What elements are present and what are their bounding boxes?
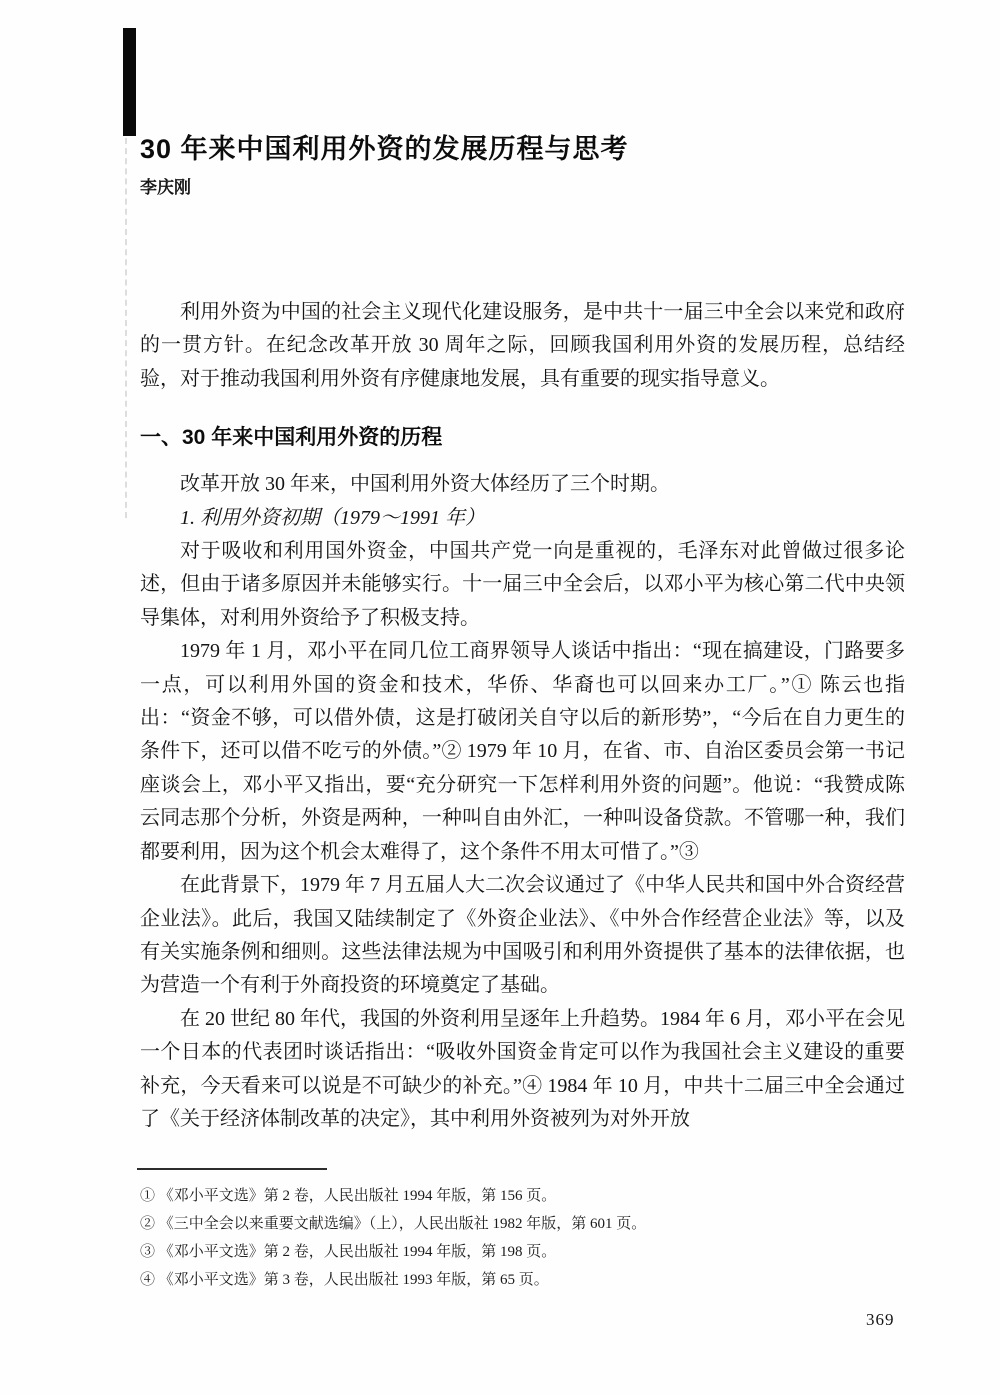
paragraph-joint-venture-law: 在此背景下，1979 年 7 月五届人大二次会议通过了《中华人民共和国中外合资经营企业法》。此后，我国又陆续制定了《外资企业法》、《中外合作经营企业法》等，以及有关实施条例和细则。这些法律法规为中国吸引和利用外资提供了基本的法律依据，也为营造一个有利于外商投资的环境奠定了基础。 <box>140 874 905 997</box>
footnote-4: ④ 《邓小平文选》第 3 卷，人民出版社 1993 年版，第 65 页。 <box>140 1272 549 1288</box>
page-number: 369 <box>866 1310 895 1329</box>
margin-scan-line <box>125 138 127 518</box>
paragraph-mao-support: 对于吸收和利用国外资金，中国共产党一向是重视的，毛泽东对此曾做过很多论述，但由于诸多原因并未能够实行。十一届三中全会后，以邓小平为核心第二代中央领导集体，对利用外资给予了积极支持。 <box>140 540 905 629</box>
paragraph-period-overview: 改革开放 30 年来，中国利用外资大体经历了三个时期。 <box>180 473 670 496</box>
article-author: 李庆刚 <box>140 178 191 197</box>
article-title: 30 年来中国利用外资的发展历程与思考 <box>140 134 629 164</box>
paragraph-1980s-trend: 在 20 世纪 80 年代，我国的外资利用呈逐年上升趋势。1984 年 6 月，邓小平在会见一个日本的代表团时谈话指出：“吸收外国资金肯定可以作为我国社会主义建设的重要补充，今天看来可以说是不可缺少的补充。”④ 1984 年 10 月，中共十二届三中全会通过了《关于经济体制改革的决定》，其中利用外资被列为对外开放 <box>140 1007 905 1130</box>
footnote-separator <box>137 1168 327 1170</box>
article-content <box>140 132 905 1136</box>
footnotes-block <box>140 1168 905 1294</box>
binding-mark <box>123 28 136 136</box>
subheading-period-1: 1. 利用外资初期（1979～1991 年） <box>180 506 485 529</box>
paragraph-intro: 利用外资为中国的社会主义现代化建设服务，是中共十一届三中全会以来党和政府的一贯方针。在纪念改革开放 30 周年之际，回顾我国利用外资的发展历程，总结经验，对于推动我国利用外资有序健康地发展，具有重要的现实指导意义。 <box>140 301 905 390</box>
footnote-2: ② 《三中全会以来重要文献选编》（上），人民出版社 1982 年版，第 601 页。 <box>140 1216 647 1232</box>
footnote-3: ③ 《邓小平文选》第 2 卷，人民出版社 1994 年版，第 198 页。 <box>140 1244 557 1260</box>
footnote-1: ① 《邓小平文选》第 2 卷，人民出版社 1994 年版，第 156 页。 <box>140 1188 557 1204</box>
section-heading-1: 一、30 年来中国利用外资的历程 <box>140 426 443 450</box>
paragraph-deng-1979: 1979 年 1 月，邓小平在同几位工商界领导人谈话中指出：“现在搞建设，门路要多一点，可以利用外国的资金和技术，华侨、华裔也可以回来办工厂。”① 陈云也指出：“资金不够，可以借外债，这是打破闭关自守以后的新形势”，“今后在自力更生的条件下，还可以借不吃亏的外债。”② 1979 年 10 月，在省、市、自治区委员会第一书记座谈会上，邓小平又指出，要“充分研究一下怎样利用外资的问题”。他说：“我赞成陈云同志那个分析，外资是两种，一种叫自由外汇，一种叫设备贷款。不管哪一种，我们都要利用，因为这个机会太难得了，这个条件不用太可惜了。”③ <box>140 640 905 863</box>
